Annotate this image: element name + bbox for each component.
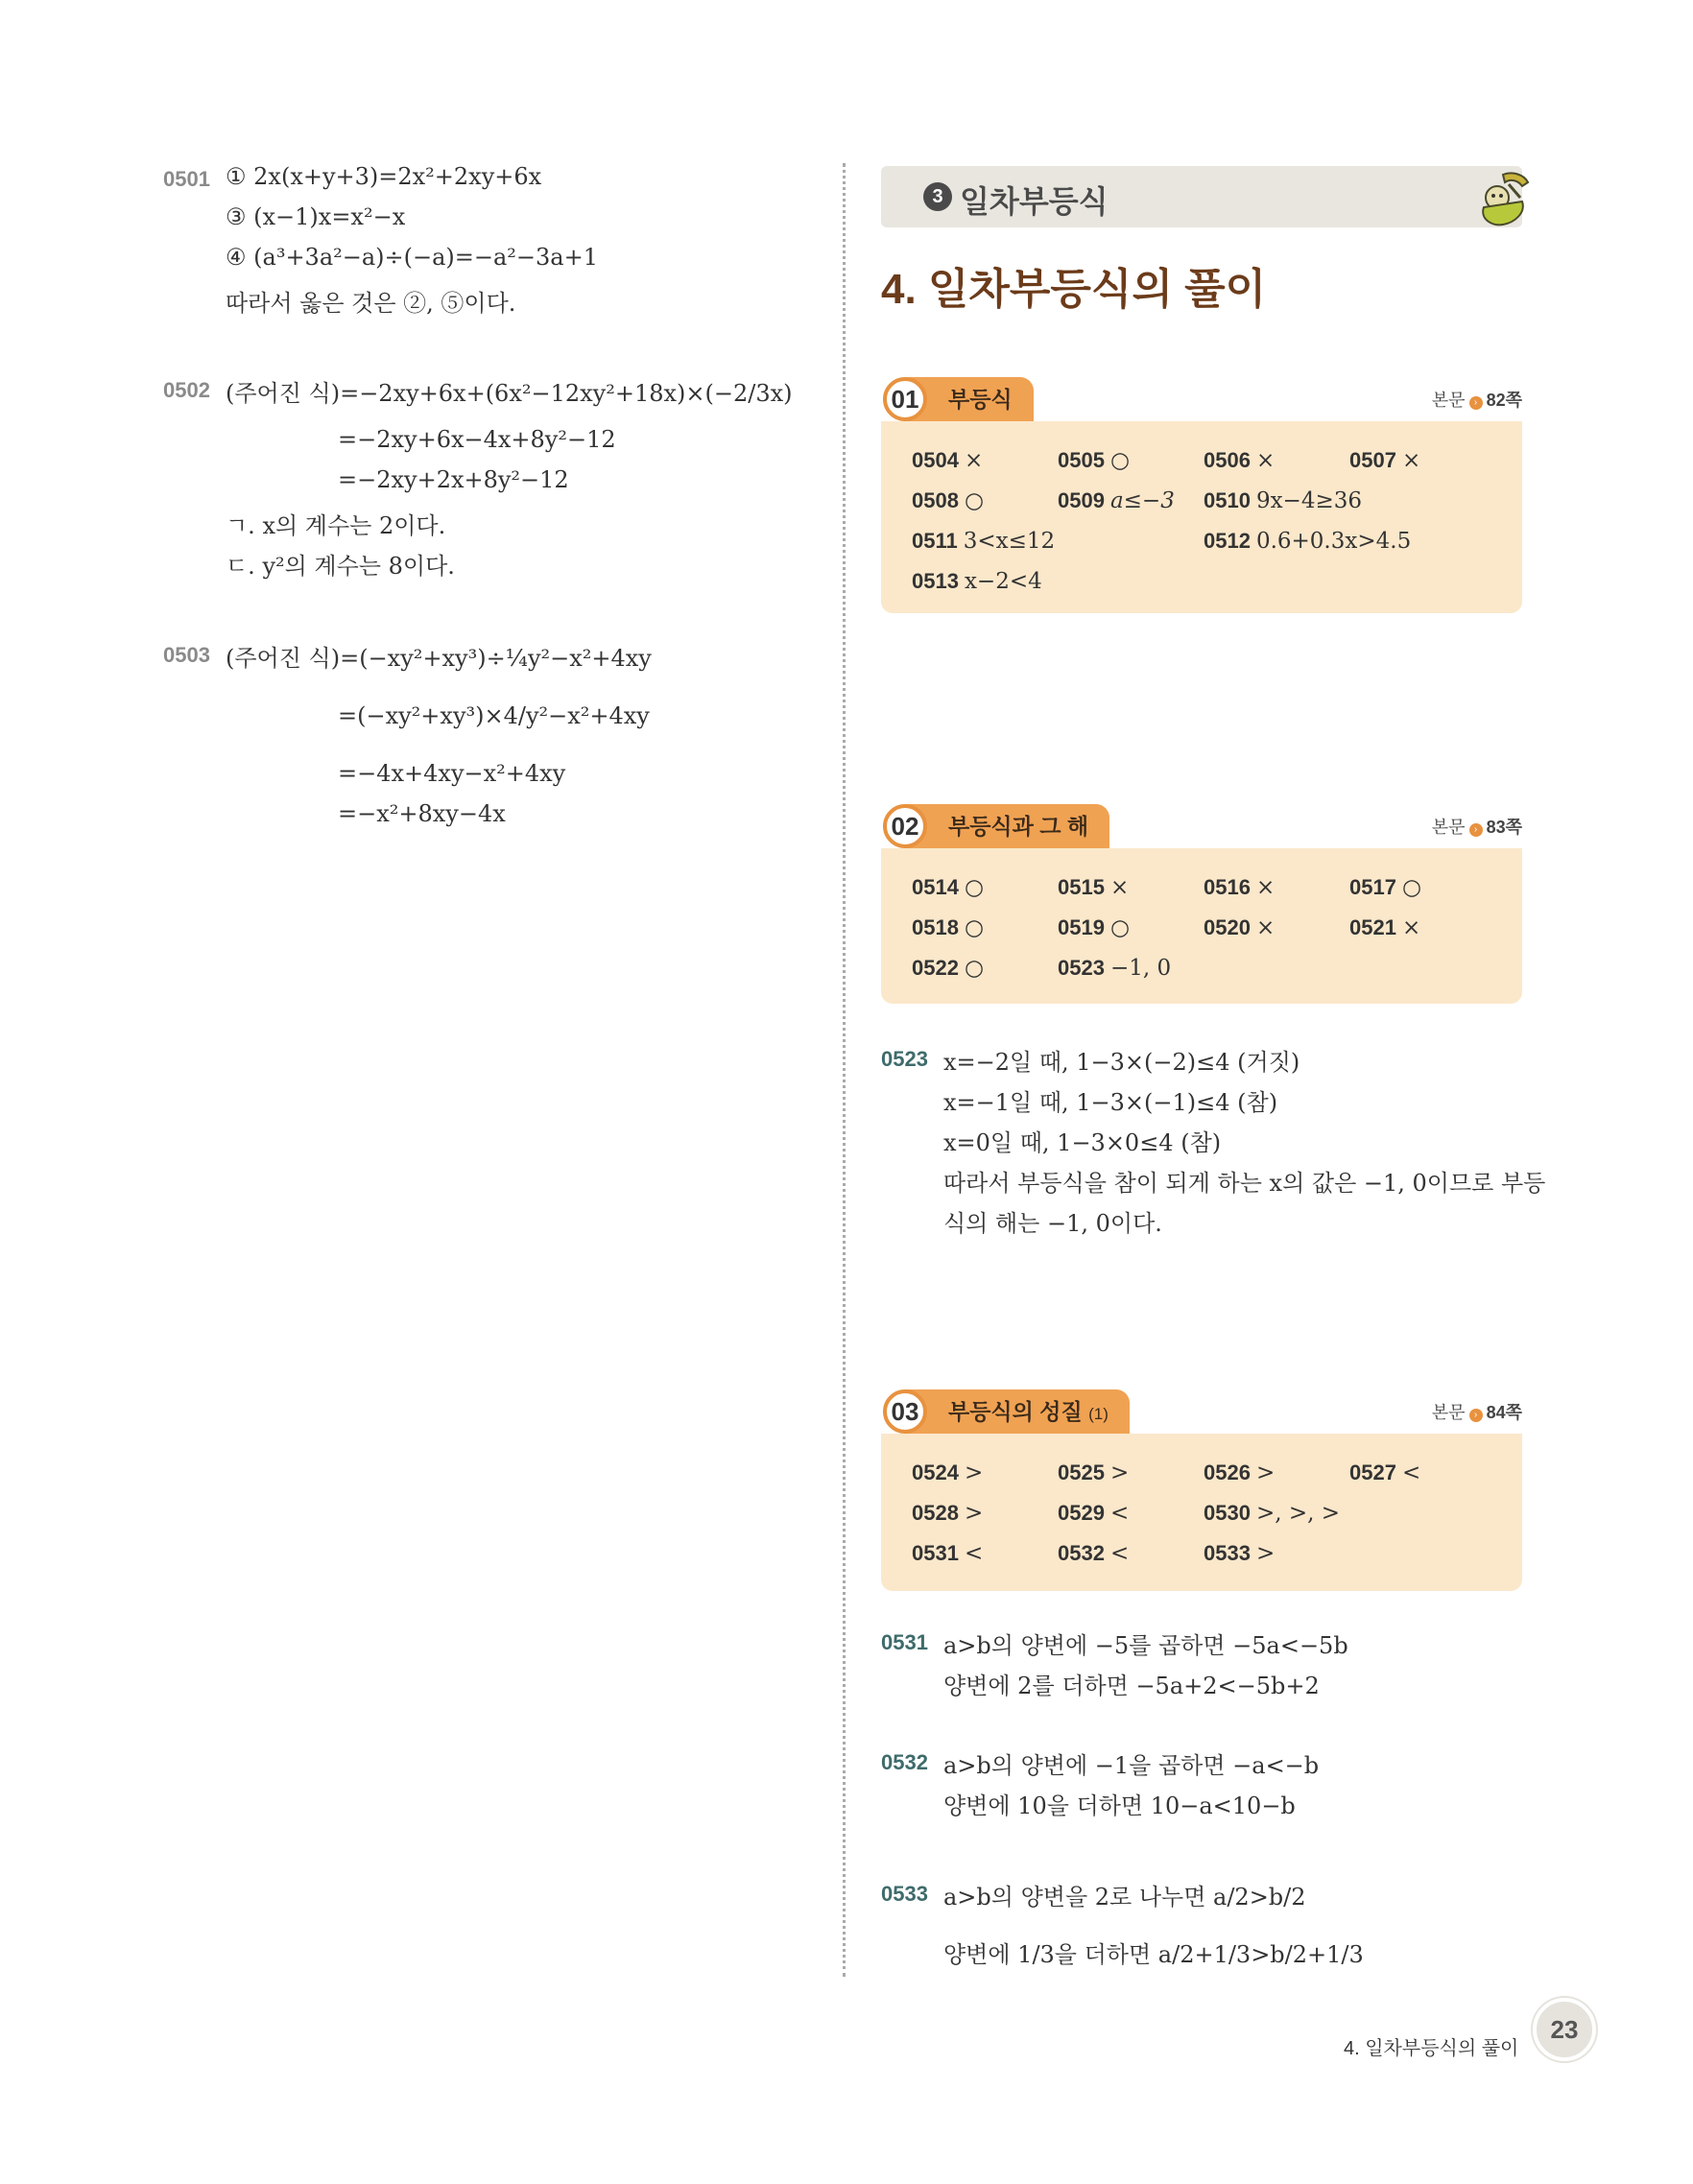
answer-value: ○ — [964, 956, 985, 981]
answer-number: 0520 — [1204, 915, 1251, 939]
page-reference — [1432, 387, 1522, 412]
answer-value: < — [1401, 1460, 1421, 1485]
answer-value: × — [1109, 875, 1130, 900]
answer-value: × — [964, 448, 984, 473]
solution-line: 따라서 부등식을 참이 되게 하는 x의 값은 −1, 0이므로 부등 — [943, 1170, 1546, 1197]
answer-number: 0512 — [1204, 529, 1251, 553]
answer-value: ○ — [964, 875, 985, 900]
answer-value: < — [1109, 1501, 1130, 1526]
answer-number: 0526 — [1204, 1460, 1251, 1484]
answer-item — [1204, 875, 1275, 900]
topic-number: 02 — [883, 804, 927, 848]
answer-number: 0532 — [1058, 1541, 1105, 1565]
answer-number: 0504 — [912, 448, 959, 472]
solution-line: 식의 해는 −1, 0이다. — [943, 1210, 1162, 1237]
solution-line: (주어진 식)=−2xy+6x+(6x²−12xy²+18x)×(−2/3x) — [226, 380, 793, 407]
section-number-badge: 3 — [923, 182, 952, 211]
answer-value: > — [1109, 1460, 1130, 1485]
problem-number: 0503 — [163, 643, 210, 667]
answer-item — [1058, 448, 1130, 473]
arrow-icon: › — [1469, 823, 1483, 837]
topic-tab — [904, 1389, 1130, 1434]
section-title: 일차부등식 — [960, 184, 1109, 219]
answer-item — [1204, 448, 1275, 473]
column-divider — [843, 163, 846, 1977]
answer-number: 0530 — [1204, 1501, 1251, 1525]
solution-number: 0523 — [881, 1047, 928, 1071]
solution-line: ㄷ. y²의 계수는 8이다. — [226, 553, 455, 580]
solution-line: x=−1일 때, 1−3×(−1)≤4 (참) — [943, 1089, 1278, 1116]
topic-02 — [881, 804, 1522, 1004]
answer-number: 0509 — [1058, 488, 1105, 512]
answer-value: −1, 0 — [1109, 956, 1172, 981]
answer-item — [1204, 1501, 1340, 1526]
answer-number: 0516 — [1204, 875, 1251, 899]
answer-item — [1058, 1460, 1129, 1485]
answer-number: 0525 — [1058, 1460, 1105, 1484]
answer-value: >, >, > — [1255, 1501, 1341, 1526]
solution-line: a>b의 양변에 −5를 곱하면 −5a<−5b — [943, 1632, 1348, 1659]
solution-number: 0533 — [881, 1882, 928, 1906]
answer-value: ○ — [964, 915, 985, 940]
answer-item — [1058, 1501, 1129, 1526]
answer-number: 0531 — [912, 1541, 959, 1565]
answer-item — [912, 448, 983, 473]
answer-item — [1204, 915, 1275, 940]
answer-box — [881, 421, 1522, 613]
solution-number: 0532 — [881, 1750, 928, 1774]
answer-value: × — [1255, 875, 1276, 900]
topic-tab — [904, 804, 1109, 848]
topic-title: 부등식과 그 해 — [948, 814, 1089, 839]
page-reference-page: 84쪽 — [1486, 1403, 1522, 1422]
answer-number: 0523 — [1058, 956, 1105, 980]
arrow-icon: › — [1469, 396, 1483, 410]
solution-line: x=−2일 때, 1−3×(−2)≤4 (거짓) — [943, 1049, 1300, 1076]
solution-line: a>b의 양변을 2로 나누면 a/2>b/2 — [943, 1884, 1306, 1911]
answer-value: > — [964, 1501, 984, 1526]
arrow-icon: › — [1469, 1409, 1483, 1422]
answer-item — [1349, 915, 1420, 940]
topic-header — [881, 377, 1522, 421]
answer-value: > — [1255, 1541, 1276, 1566]
answer-number: 0521 — [1349, 915, 1396, 939]
topic-subtitle: (1) — [1088, 1405, 1109, 1423]
answer-number: 0514 — [912, 875, 959, 899]
answer-value: a≤−3 — [1109, 488, 1175, 513]
solution-line: (주어진 식)=(−xy²+xy³)÷¼y²−x²+4xy — [226, 645, 652, 672]
solution-line: x=0일 때, 1−3×0≤4 (참) — [943, 1129, 1222, 1156]
page-number: 23 — [1533, 1998, 1596, 2061]
answer-value: > — [964, 1460, 984, 1485]
topic-title: 부등식의 성질 — [948, 1399, 1083, 1424]
answer-value: × — [1255, 915, 1276, 940]
answer-value: × — [1255, 448, 1276, 473]
answer-number: 0529 — [1058, 1501, 1105, 1525]
answer-value: < — [964, 1541, 984, 1566]
topic-header — [881, 804, 1522, 848]
answer-item — [912, 1501, 983, 1526]
answer-value: < — [1109, 1541, 1130, 1566]
solution-number: 0531 — [881, 1630, 928, 1654]
answer-item — [1058, 956, 1171, 981]
solution-line: =−2xy+2x+8y²−12 — [338, 466, 569, 493]
answer-item — [912, 1541, 983, 1566]
page-reference-label: 본문 — [1431, 391, 1466, 410]
answer-value: × — [1401, 448, 1421, 473]
answer-number: 0528 — [912, 1501, 959, 1525]
answer-number: 0505 — [1058, 448, 1105, 472]
answer-number: 0517 — [1349, 875, 1396, 899]
solution-line: 따라서 옳은 것은 ②, ⑤이다. — [226, 290, 516, 317]
topic-title: 부등식 — [948, 387, 1013, 412]
topic-number: 03 — [883, 1389, 927, 1434]
solution-line: 양변에 10을 더하면 10−a<10−b — [943, 1792, 1296, 1819]
page-reference-label: 본문 — [1431, 1403, 1466, 1422]
answer-item — [912, 956, 984, 981]
answer-item — [912, 1460, 983, 1485]
solution-line: 양변에 2를 더하면 −5a+2<−5b+2 — [943, 1673, 1320, 1699]
answer-item — [1349, 1460, 1420, 1485]
page-reference — [1432, 1399, 1522, 1424]
solution-line: 양변에 1/3을 더하면 a/2+1/3>b/2+1/3 — [943, 1941, 1364, 1968]
answer-item — [1349, 875, 1421, 900]
answer-item — [1204, 529, 1411, 554]
answer-number: 0507 — [1349, 448, 1396, 472]
mascot-icon — [1470, 169, 1536, 230]
answer-value: x−2<4 — [964, 569, 1042, 594]
page-reference-page: 83쪽 — [1486, 818, 1522, 837]
solution-line: =−x²+8xy−4x — [338, 800, 506, 827]
answer-item — [912, 875, 984, 900]
answer-item — [1204, 1460, 1275, 1485]
answer-item — [1058, 1541, 1129, 1566]
answer-number: 0527 — [1349, 1460, 1396, 1484]
answer-item — [1204, 1541, 1275, 1566]
topic-header — [881, 1389, 1522, 1434]
answer-item — [912, 488, 984, 513]
problem-number: 0501 — [163, 167, 210, 191]
answer-box — [881, 848, 1522, 1004]
answer-item — [1204, 488, 1362, 513]
answer-value: ○ — [1401, 875, 1422, 900]
section-banner — [881, 166, 1522, 227]
page-reference-page: 82쪽 — [1486, 391, 1522, 410]
answer-number: 0506 — [1204, 448, 1251, 472]
answer-number: 0524 — [912, 1460, 959, 1484]
problem-number: 0502 — [163, 378, 210, 402]
topic-number: 01 — [883, 377, 927, 421]
answer-value: ○ — [1109, 915, 1131, 940]
answer-number: 0522 — [912, 956, 959, 980]
answer-number: 0511 — [912, 529, 958, 553]
answer-item — [912, 915, 984, 940]
solution-line: =(−xy²+xy³)×4/y²−x²+4xy — [338, 702, 650, 729]
topic-01 — [881, 377, 1522, 613]
answer-number: 0513 — [912, 569, 959, 593]
answer-item — [1058, 875, 1129, 900]
answer-value: > — [1255, 1460, 1276, 1485]
answer-value: ○ — [1109, 448, 1131, 473]
solution-line: ④ (a³+3a²−a)÷(−a)=−a²−3a+1 — [226, 244, 598, 271]
answer-item — [912, 529, 1055, 554]
answer-value: ○ — [964, 488, 985, 513]
answer-item — [912, 569, 1042, 594]
answer-item — [1058, 915, 1130, 940]
solution-line: =−2xy+6x−4x+8y²−12 — [338, 426, 616, 453]
answer-box — [881, 1434, 1522, 1591]
solution-line: ① 2x(x+y+3)=2x²+2xy+6x — [226, 163, 542, 190]
answer-number: 0515 — [1058, 875, 1105, 899]
answer-number: 0510 — [1204, 488, 1251, 512]
page-reference — [1432, 814, 1522, 839]
answer-item — [1058, 488, 1175, 513]
answer-value: 9x−4≥36 — [1255, 488, 1363, 513]
answer-item — [1349, 448, 1420, 473]
page-reference-label: 본문 — [1431, 818, 1466, 837]
solution-line: ③ (x−1)x=x²−x — [226, 203, 406, 230]
chapter-title: 4. 일차부등식의 풀이 — [881, 266, 1267, 313]
answer-number: 0518 — [912, 915, 959, 939]
solution-line: =−4x+4xy−x²+4xy — [338, 760, 566, 787]
solution-line: ㄱ. x의 계수는 2이다. — [226, 512, 446, 539]
answer-number: 0519 — [1058, 915, 1105, 939]
footer-chapter-title: 4. 일차부등식의 풀이 — [1344, 2038, 1519, 2059]
solution-line: a>b의 양변에 −1을 곱하면 −a<−b — [943, 1752, 1320, 1779]
answer-value: 0.6+0.3x>4.5 — [1255, 529, 1412, 554]
answer-number: 0508 — [912, 488, 959, 512]
answer-number: 0533 — [1204, 1541, 1251, 1565]
topic-03 — [881, 1389, 1522, 1591]
answer-value: × — [1401, 915, 1421, 940]
answer-value: 3<x≤12 — [963, 529, 1056, 554]
